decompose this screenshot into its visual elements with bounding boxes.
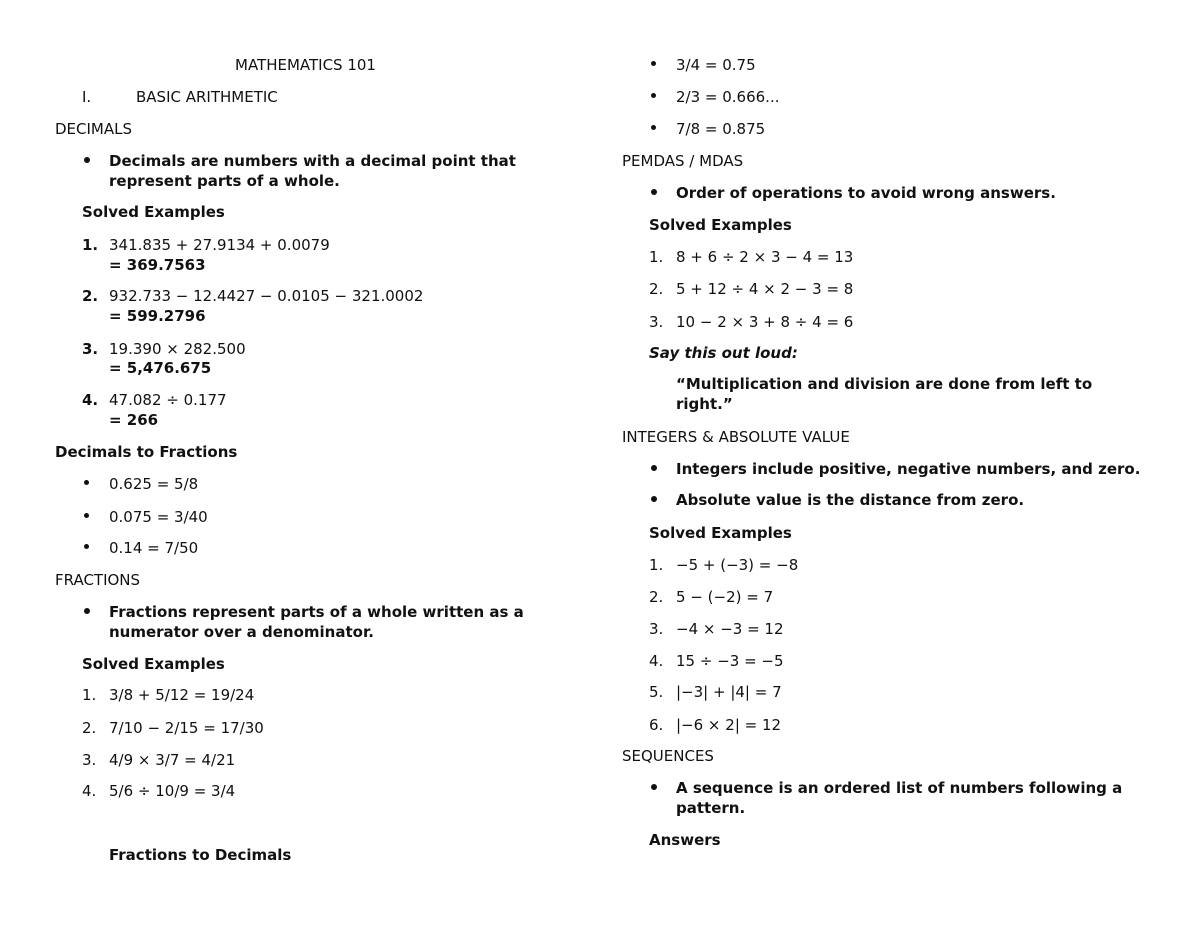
- example-number: 3.: [82, 340, 99, 358]
- integers-heading: INTEGERS & ABSOLUTE VALUE: [622, 428, 850, 446]
- bullet-dot: [651, 496, 657, 502]
- example-answer: = 599.2796: [109, 307, 206, 325]
- bullet-dot: [84, 608, 90, 614]
- rule-quote: “Multiplication and division are done from left to right.”: [676, 375, 1093, 413]
- bullet-dot: [651, 189, 657, 195]
- solved-examples-label: Solved Examples: [82, 655, 225, 673]
- bullet-dot: [651, 61, 656, 66]
- say-out-loud-label: Say this out loud:: [649, 344, 798, 362]
- example-number: 3.: [82, 751, 97, 769]
- solved-examples-label: Solved Examples: [649, 524, 792, 542]
- example-expression: 3/8 + 5/12 = 19/24: [109, 686, 255, 704]
- section-number: I.: [82, 88, 92, 106]
- decimals-to-fractions-label: Decimals to Fractions: [55, 443, 238, 461]
- example-expression: 47.082 ÷ 0.177: [109, 391, 227, 409]
- example-expression: 5/6 ÷ 10/9 = 3/4: [109, 782, 236, 800]
- example-number: 3.: [649, 313, 664, 331]
- bullet-dot: [651, 125, 656, 130]
- example-expression: |−6 × 2| = 12: [676, 716, 782, 734]
- answers-label: Answers: [649, 831, 721, 849]
- conversion-item: 3/4 = 0.75: [676, 56, 756, 74]
- bullet-dot: [651, 465, 657, 471]
- example-number: 1.: [82, 236, 99, 254]
- bullet-dot: [84, 544, 89, 549]
- document-title: MATHEMATICS 101: [235, 56, 376, 74]
- conversion-item: 7/8 = 0.875: [676, 120, 766, 138]
- decimals-heading: DECIMALS: [55, 120, 133, 138]
- example-number: 1.: [649, 556, 664, 574]
- fractions-heading: FRACTIONS: [55, 571, 141, 589]
- example-expression: −4 × −3 = 12: [676, 620, 784, 638]
- example-expression: 19.390 × 282.500: [109, 340, 246, 358]
- example-answer: = 369.7563: [109, 256, 206, 274]
- example-number: 5.: [649, 683, 664, 701]
- example-number: 2.: [649, 280, 664, 298]
- example-expression: 341.835 + 27.9134 + 0.0079: [109, 236, 330, 254]
- bullet-dot: [84, 480, 89, 485]
- example-expression: 4/9 × 3/7 = 4/21: [109, 751, 236, 769]
- example-expression: −5 + (−3) = −8: [676, 556, 799, 574]
- section-title: BASIC ARITHMETIC: [136, 88, 278, 106]
- bullet-dot: [651, 93, 656, 98]
- bullet-dot: [84, 513, 89, 518]
- pemdas-definition: Order of operations to avoid wrong answers.: [676, 184, 1056, 202]
- example-expression: 5 − (−2) = 7: [676, 588, 774, 606]
- conversion-item: 0.625 = 5/8: [109, 475, 199, 493]
- absolute-value-definition: Absolute value is the distance from zero.: [676, 491, 1025, 509]
- example-expression: 7/10 − 2/15 = 17/30: [109, 719, 264, 737]
- bullet-dot: [84, 157, 90, 163]
- example-number: 2.: [649, 588, 664, 606]
- example-number: 1.: [82, 686, 97, 704]
- example-number: 3.: [649, 620, 664, 638]
- bullet-dot: [651, 784, 657, 790]
- example-number: 6.: [649, 716, 664, 734]
- fractions-definition: Fractions represent parts of a whole written as a numerator over a denominator.: [109, 603, 524, 641]
- example-number: 4.: [82, 391, 99, 409]
- sequences-definition: A sequence is an ordered list of numbers following a pattern.: [676, 779, 1123, 817]
- fractions-to-decimals-label: Fractions to Decimals: [109, 846, 292, 864]
- example-expression: |−3| + |4| = 7: [676, 683, 782, 701]
- decimals-definition: Decimals are numbers with a decimal point that represent parts of a whole.: [109, 152, 516, 190]
- example-number: 4.: [82, 782, 97, 800]
- conversion-item: 2/3 = 0.666...: [676, 88, 780, 106]
- example-number: 2.: [82, 287, 99, 305]
- integers-definition: Integers include positive, negative numbers, and zero.: [676, 460, 1141, 478]
- example-number: 2.: [82, 719, 97, 737]
- solved-examples-label: Solved Examples: [649, 216, 792, 234]
- conversion-item: 0.075 = 3/40: [109, 508, 208, 526]
- example-expression: 5 + 12 ÷ 4 × 2 − 3 = 8: [676, 280, 854, 298]
- solved-examples-label: Solved Examples: [82, 203, 225, 221]
- example-expression: 10 − 2 × 3 + 8 ÷ 4 = 6: [676, 313, 854, 331]
- example-answer: = 5,476.675: [109, 359, 212, 377]
- example-number: 4.: [649, 652, 664, 670]
- sequences-heading: SEQUENCES: [622, 747, 714, 765]
- example-expression: 932.733 − 12.4427 − 0.0105 − 321.0002: [109, 287, 424, 305]
- example-expression: 15 ÷ −3 = −5: [676, 652, 784, 670]
- example-answer: = 266: [109, 411, 159, 429]
- example-expression: 8 + 6 ÷ 2 × 3 − 4 = 13: [676, 248, 854, 266]
- example-number: 1.: [649, 248, 664, 266]
- pemdas-heading: PEMDAS / MDAS: [622, 152, 744, 170]
- conversion-item: 0.14 = 7/50: [109, 539, 199, 557]
